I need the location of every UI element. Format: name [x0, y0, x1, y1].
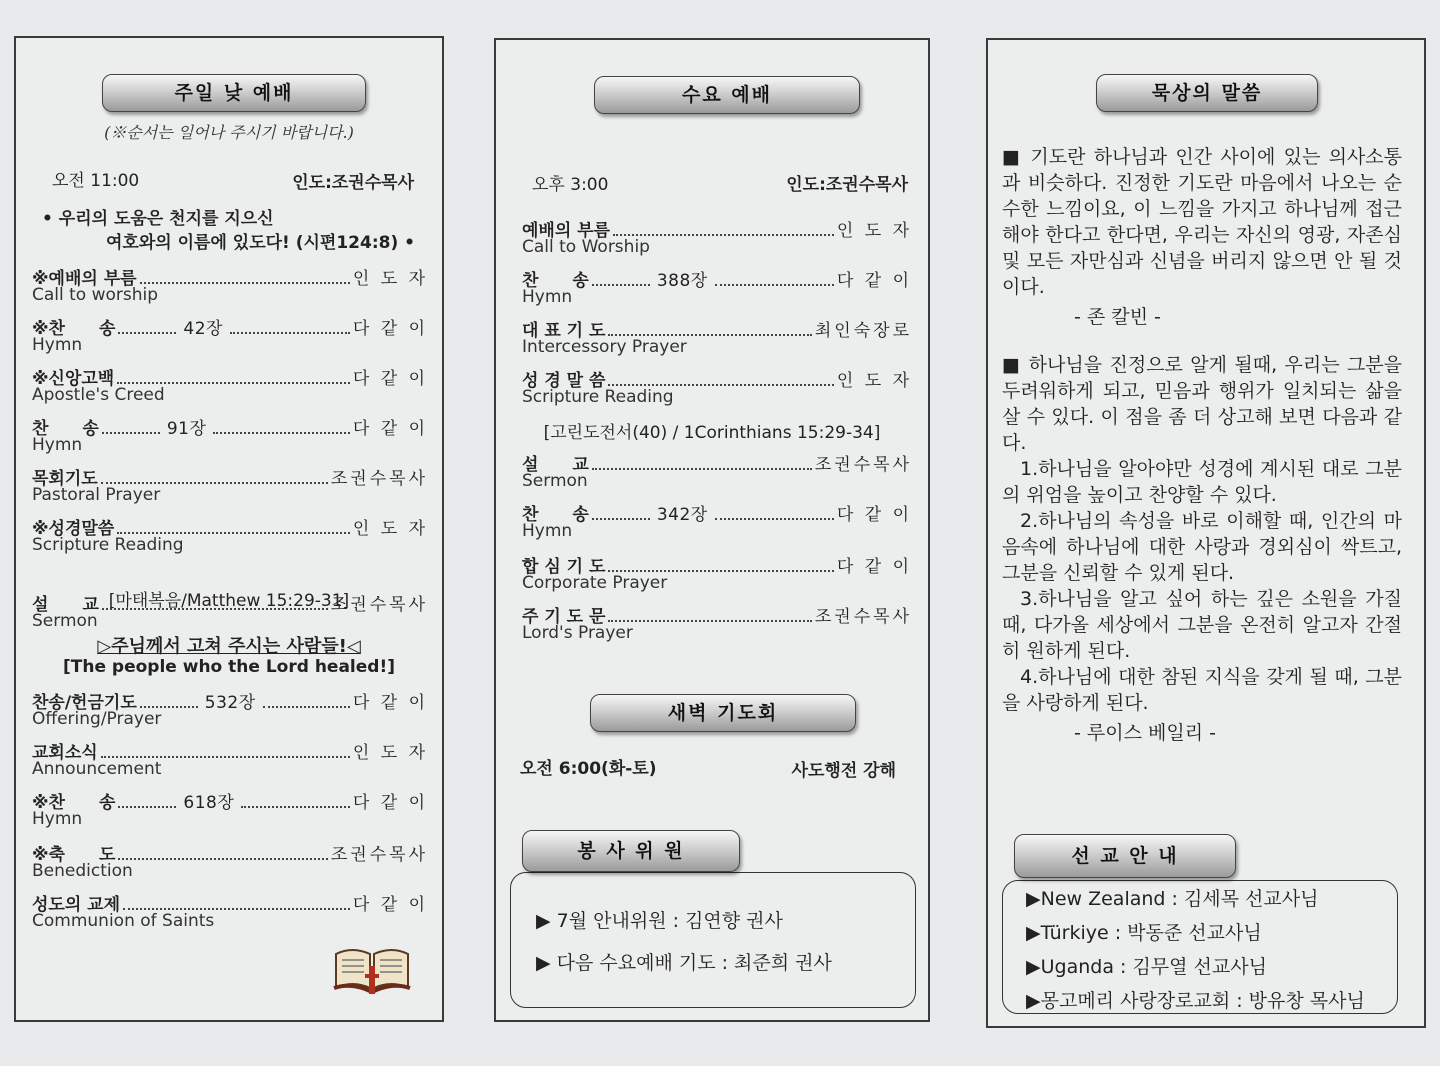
wednesday-leader: 인도:조권수목사	[786, 175, 908, 195]
stand-note: (※순서는 일어나 주시기 바랍니다.)	[104, 123, 354, 142]
order-item	[32, 314, 428, 354]
dot-leader	[140, 281, 350, 284]
sunday-title-banner	[102, 74, 366, 112]
order-item-english: Corporate Prayer	[522, 573, 668, 593]
mission-item: ▶New Zealand : 김세목 선교사님	[1026, 888, 1319, 910]
hymn-number: 532장	[204, 693, 256, 713]
order-item-title: 찬 송	[522, 271, 589, 291]
volunteer-item: ▶ 다음 수요예배 기도 : 최준희 권사	[536, 952, 832, 974]
meditation-author-2: - 루이스 베일리 -	[1074, 722, 1216, 744]
dot-leader	[592, 517, 650, 520]
order-item	[32, 514, 428, 554]
order-item-title: 성 경 말 씀	[522, 371, 606, 391]
sunday-service-panel	[14, 36, 444, 1022]
hymn-number: 618장	[183, 793, 235, 813]
order-item-leader: 다 같 이	[836, 505, 912, 525]
dot-leader	[715, 283, 834, 286]
dot-leader	[608, 569, 833, 572]
mission-item: ▶Türkiye : 박동준 선교사님	[1026, 922, 1262, 944]
meditation-title: 묵상의 말씀	[1151, 82, 1263, 104]
dot-leader	[117, 381, 350, 384]
dot-leader	[118, 857, 328, 860]
sunday-title: 주일 낮 예배	[174, 82, 294, 104]
order-item-main	[32, 788, 428, 813]
order-item-title: 예배의 부름	[522, 221, 611, 241]
order-item-title: 설 교	[32, 595, 99, 615]
order-item-title: ※신앙고백	[32, 369, 115, 389]
mission-item: ▶몽고메리 사랑장로교회 : 방유창 목사님	[1026, 990, 1365, 1012]
wednesday-service-panel	[494, 38, 930, 1022]
order-item	[522, 602, 912, 642]
order-item	[32, 364, 428, 404]
order-item	[32, 688, 428, 728]
order-item-main	[32, 514, 428, 539]
order-item-english: Scripture Reading	[522, 387, 674, 407]
dot-leader	[118, 805, 176, 808]
order-item-english: Hymn	[32, 809, 83, 829]
order-item-english: Communion of Saints	[32, 911, 215, 931]
dot-leader	[608, 383, 833, 386]
order-item-english: Sermon	[32, 611, 98, 631]
dawn-title: 새벽 기도회	[667, 702, 779, 724]
meditation-paragraph-1: ■ 기도란 하나님과 인간 사이에 있는 의사소통과 비슷하다. 진정한 기도란 마음에서 나오는 순수한 느낌이요, 이 느낌을 가지고 하나님께 접근해야 한다고 한다면, 우리는 자신의 영광, 자존심 및 모든 자만심과 신념을 버리지 않으면 안 될 것이다.	[1002, 146, 1402, 298]
dot-leader	[263, 705, 350, 708]
order-item-leader: 다 같 이	[352, 369, 428, 389]
order-item-leader: 조권수목사	[330, 469, 428, 489]
dot-leader	[101, 755, 350, 758]
order-item-english: Sermon	[522, 471, 588, 491]
order-item-english: Hymn	[522, 521, 573, 541]
order-item-title: 찬송/헌금기도	[32, 693, 137, 713]
order-item	[522, 500, 912, 540]
order-item-english: Offering/Prayer	[32, 709, 162, 729]
order-item-title: 합 심 기 도	[522, 557, 606, 577]
order-item	[522, 266, 912, 306]
order-item-title: 교회소식	[32, 743, 98, 763]
order-item-english: Lord's Prayer	[522, 623, 633, 643]
order-item-leader: 인 도 자	[836, 371, 912, 391]
hymn-number: 91장	[166, 419, 207, 439]
order-item	[522, 316, 912, 356]
dawn-time: 오전 6:00(화-토)	[520, 759, 657, 779]
hymn-number: 342장	[656, 505, 708, 525]
meditation-panel	[986, 38, 1426, 1028]
order-item	[32, 890, 428, 930]
dot-leader	[102, 431, 160, 434]
order-item-title: ※찬 송	[32, 319, 116, 339]
order-item-title: 설 교	[522, 455, 589, 475]
sunday-leader: 인도:조권수목사	[292, 173, 414, 193]
order-item-leader: 다 같 이	[352, 895, 428, 915]
meditation-point: 2.하나님의 속성을 바로 이해할 때, 인간의 마음속에 하나님에 대한 사랑과 경외심이 싹트고, 그분을 신뢰할 수 있게 된다.	[1002, 510, 1402, 584]
order-item	[522, 450, 912, 490]
order-item-main	[32, 314, 428, 339]
order-item-english: Call to Worship	[522, 237, 650, 257]
meditation-paragraph-2: ■ 하나님을 진정으로 알게 될때, 우리는 그분을 두려워하게 되고, 믿음과 행위가 일치되는 삶을 살 수 있다. 이 점을 좀 더 상고해 보면 다음과 같다.	[1002, 354, 1402, 454]
dot-leader	[608, 619, 811, 622]
order-item	[32, 840, 428, 880]
order-item	[522, 366, 912, 406]
meditation-point: 1.하나님을 알아야만 성경에 계시된 대로 그분의 위엄을 높이고 찬양할 수 있다.	[1002, 458, 1402, 506]
order-item-title: 목회기도	[32, 469, 98, 489]
hymn-number: 388장	[656, 271, 708, 291]
order-item-english: Intercessory Prayer	[522, 337, 687, 357]
order-item-leader: 다 같 이	[352, 693, 428, 713]
order-item-leader: 인 도 자	[836, 221, 912, 241]
dot-leader	[592, 467, 812, 470]
order-item	[522, 216, 912, 256]
order-item-main	[32, 840, 428, 865]
order-item-english: Apostle's Creed	[32, 385, 165, 405]
order-item-english: Announcement	[32, 759, 162, 779]
order-item-main	[32, 890, 428, 915]
volunteers-box	[510, 872, 916, 1008]
dawn-title-banner	[590, 694, 856, 732]
order-item-main	[522, 500, 912, 525]
order-item-main	[32, 464, 428, 489]
order-item-main	[522, 266, 912, 291]
verse-line-1: • 우리의 도움은 천지를 지으신	[42, 209, 274, 229]
hymn-number: 42장	[183, 319, 223, 339]
order-item-english: Pastoral Prayer	[32, 485, 161, 505]
mission-item: ▶Uganda : 김무열 선교사님	[1026, 956, 1267, 978]
missions-title: 선 교 안 내	[1071, 845, 1179, 867]
order-item-title: ※성경말씀	[32, 519, 115, 539]
order-item-main	[522, 216, 912, 241]
order-item-english: Hymn	[522, 287, 573, 307]
order-item-main	[522, 316, 912, 341]
order-item-title: 주 기 도 문	[522, 607, 606, 627]
wednesday-title-banner	[594, 76, 860, 114]
order-item-main	[32, 738, 428, 763]
order-item-english: Call to worship	[32, 285, 159, 305]
missions-title-banner	[1014, 834, 1236, 878]
dot-leader	[118, 331, 176, 334]
order-item-title: 찬 송	[522, 505, 589, 525]
meditation-point: 4.하나님에 대한 참된 지식을 갖게 될 때, 그분을 사랑하게 된다.	[1002, 666, 1402, 714]
dot-leader	[123, 907, 350, 910]
volunteers-title-banner	[522, 830, 740, 872]
order-item-main	[32, 688, 428, 713]
order-item-leader: 조권수목사	[814, 455, 912, 475]
volunteer-item: ▶ 7월 안내위원 : 김연향 권사	[536, 910, 783, 932]
dot-leader	[117, 531, 350, 534]
order-item-english: Scripture Reading	[32, 535, 184, 555]
volunteers-title: 봉 사 위 원	[577, 840, 685, 862]
dot-leader	[715, 517, 834, 520]
order-item-leader: 다 같 이	[352, 319, 428, 339]
order-item-title: 성도의 교제	[32, 895, 121, 915]
order-item-leader: 다 같 이	[836, 557, 912, 577]
meditation-author-1: - 존 칼빈 -	[1074, 306, 1161, 328]
order-item-main	[32, 364, 428, 389]
order-item	[32, 414, 428, 454]
sunday-time: 오전 11:00	[52, 171, 140, 191]
order-item-title: ※찬 송	[32, 793, 116, 813]
sermon-title-en: [The people who the Lord healed!]	[63, 657, 395, 677]
dot-leader	[101, 481, 328, 484]
order-item-leader: 조권수목사	[814, 607, 912, 627]
order-item-english: Hymn	[32, 335, 83, 355]
order-item-leader: 최인숙장로	[814, 321, 912, 341]
order-item-leader: 다 같 이	[836, 271, 912, 291]
order-item-english: Hymn	[32, 435, 83, 455]
order-item-main	[522, 552, 912, 577]
order-item	[32, 738, 428, 778]
sermon-title: ▷주님께서 고쳐 주시는 사람들!◁	[97, 636, 361, 657]
verse-line-2: 여호와의 이름에 있도다! (시편124:8) •	[106, 233, 416, 253]
order-item-main	[522, 366, 912, 391]
dot-leader	[140, 705, 198, 708]
dot-leader	[213, 431, 350, 434]
wednesday-time: 오후 3:00	[532, 175, 609, 195]
order-item-main	[522, 602, 912, 627]
order-item-title: 대 표 기 도	[522, 321, 606, 341]
dot-leader	[608, 333, 811, 336]
wednesday-title: 수요 예배	[681, 84, 773, 106]
order-item-main	[32, 264, 428, 289]
wednesday-scripture-ref: [고린도전서(40) / 1Corinthians 15:29-34]	[543, 423, 881, 443]
order-item-leader: 다 같 이	[352, 419, 428, 439]
order-item	[32, 464, 428, 504]
dawn-topic: 사도행전 강해	[791, 761, 896, 781]
order-item	[522, 552, 912, 592]
bible-icon	[332, 944, 412, 996]
meditation-point: 3.하나님을 알고 싶어 하는 깊은 소원을 가질 때, 다가올 세상에서 그분을 온전히 알고자 간절히 원하게 된다.	[1002, 588, 1402, 662]
order-item	[32, 788, 428, 828]
order-item-main	[32, 414, 428, 439]
dot-leader	[613, 233, 834, 236]
sunday-scripture-ref: [마태복음/Matthew 15:29-31]	[108, 591, 350, 611]
order-item-leader: 인 도 자	[352, 519, 428, 539]
order-item	[32, 264, 428, 304]
dot-leader	[230, 331, 350, 334]
order-item-leader: 조권수목사	[330, 595, 428, 615]
order-item-leader: 조권수목사	[330, 845, 428, 865]
order-item-main	[522, 450, 912, 475]
order-item-title: ※예배의 부름	[32, 269, 137, 289]
order-item-english: Benediction	[32, 861, 133, 881]
order-item-leader: 인 도 자	[352, 269, 428, 289]
order-item-title: 찬 송	[32, 419, 99, 439]
dot-leader	[592, 283, 650, 286]
order-item-leader: 인 도 자	[352, 743, 428, 763]
order-item-title: ※축 도	[32, 845, 116, 865]
dot-leader	[241, 805, 350, 808]
meditation-title-banner	[1096, 74, 1318, 112]
order-item-leader: 다 같 이	[352, 793, 428, 813]
